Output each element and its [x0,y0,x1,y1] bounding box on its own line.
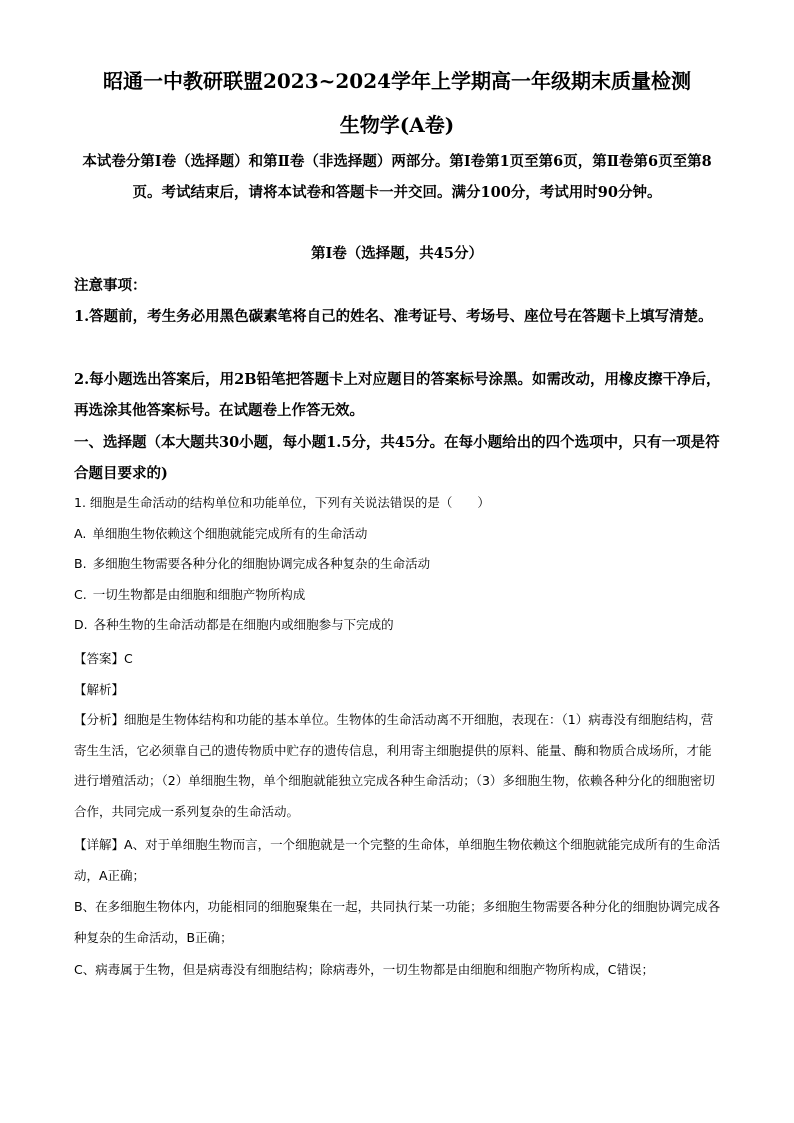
answer-label: 【答案】 [74,651,125,666]
exam-intro: 本试卷分第Ⅰ卷（选择题）和第Ⅱ卷（非选择题）两部分。第Ⅰ卷第1页至第6页，第Ⅱ卷第6页至第8页。考试结束后，请将本试卷和答题卡一并交回。满分100分，考试用时90分钟。 [82,153,712,201]
detail-paragraph-a [74,830,722,891]
option-b-text: 多细胞生物需要各种分化的细胞协调完成各种复杂的生命活动 [92,556,431,571]
option-c-letter: C. [74,587,87,602]
notice-item-2: 2.每小题选出答案后，用2B铅笔把答题卡上对应题目的答案标号涂黑。如需改动，用橡皮擦干净后，再选涂其他答案标号。在试题卷上作答无效。 [74,371,721,419]
exam-subtitle: 生物学(A卷) [339,113,455,137]
detail-paragraph-c: C、病毒属于生物，但是病毒没有细胞结构；除病毒外，一切生物都是由细胞和细胞产物所构成，C错误； [74,962,654,977]
analysis-paragraph [74,705,722,827]
notice-heading: 注意事项： [74,277,147,294]
question-stem: 1. 细胞是生命活动的结构单位和功能单位，下列有关说法错误的是（ ） [74,495,490,510]
part-heading: 一、选择题（本大题共30小题，每小题1.5分，共45分。在每小题给出的四个选项中，只有一项是符合题目要求的) [74,434,720,482]
analysis-label: 【解析】 [74,682,125,697]
analysis-tag: 【分析】 [74,712,125,727]
detail-tag: 【详解】 [74,837,125,852]
section-title: 第Ⅰ卷（选择题，共45分） [311,245,483,262]
option-d-letter: D. [74,617,88,632]
option-a [74,519,722,550]
option-b [74,549,722,580]
option-d-text: 各种生物的生命活动都是在细胞内或细胞参与下完成的 [93,617,394,632]
detail-paragraph-b: B、在多细胞生物体内，功能相同的细胞聚集在一起，共同执行某一功能；多细胞生物需要各种分化的细胞协调完成各种复杂的生命活动，B正确； [74,899,721,945]
exam-title: 昭通一中教研联盟2023~2024学年上学期高一年级期末质量检测 [102,69,692,93]
option-a-text: 单细胞生物依赖这个细胞就能完成所有的生命活动 [92,526,368,541]
detail-a-text: A、对于单细胞生物而言，一个细胞就是一个完整的生命体，单细胞生物依赖这个细胞就能完成所有的生命活动，A正确； [74,837,721,883]
answer-line [74,644,722,675]
option-b-letter: B. [74,556,87,571]
option-c-text: 一切生物都是由细胞和细胞产物所构成 [92,587,306,602]
answer-value: C [124,651,133,666]
notice-item-1: 1.答题前，考生务必用黑色碳素笔将自己的姓名、准考证号、考场号、座位号在答题卡上填写清楚。 [74,308,713,325]
option-a-letter: A. [74,526,87,541]
analysis-text: 细胞是生物体结构和功能的基本单位。生物体的生命活动离不开细胞，表现在：（1）病毒没有细胞结构，营寄生生活，它必须靠自己的遗传物质中贮存的遗传信息，利用寄主细胞提供的原料、能量、酶和物质合成场所，才能进行增殖活动；（2）单细胞生物，单个细胞就能独立完成各种生命活动；（3）多细胞生物，依赖各种分化的细胞密切合作，共同完成一系列复杂的生命活动。 [74,712,715,819]
option-c [74,580,722,611]
option-d [74,610,722,641]
